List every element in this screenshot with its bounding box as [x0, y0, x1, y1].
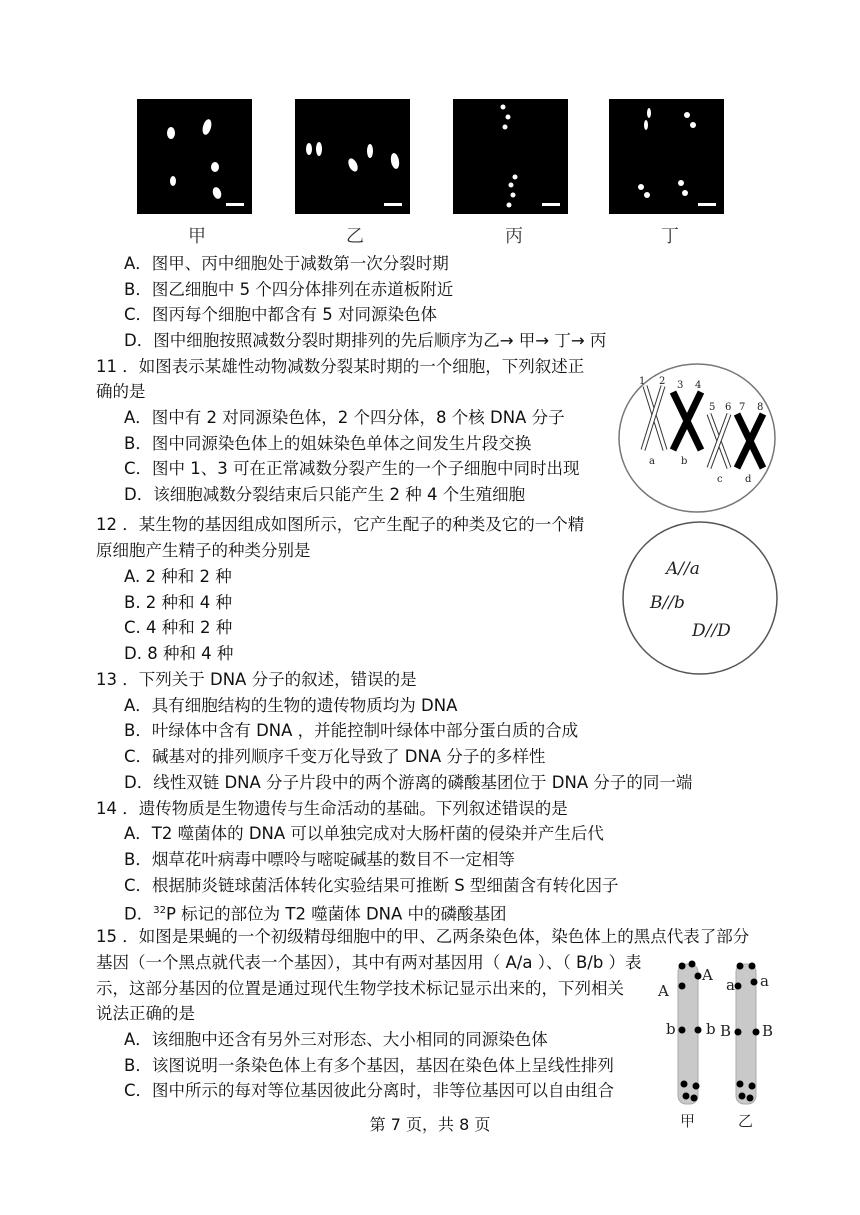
chromosome-letter: c [717, 474, 723, 485]
q12-option-a[interactable]: A. 2 种和 2 种 [124, 567, 232, 586]
panel-ding-image [609, 99, 724, 214]
chromosome-number: 2 [659, 376, 666, 387]
q11-option-a[interactable]: A．图中有 2 对同源染色体，2 个四分体，8 个核 DNA 分子 [124, 408, 565, 427]
chromosome-number: 1 [639, 376, 646, 387]
chromosome-dots [609, 99, 724, 214]
q10-option-c[interactable]: C．图丙每个细胞中都含有 5 对同源染色体 [124, 305, 438, 324]
chromosome-number: 7 [739, 402, 746, 413]
gene-label: A [702, 966, 713, 984]
chromosome-number: 6 [725, 402, 732, 413]
q15-stem-line2: 基因（一个黑点就代表一个基因），其中有两对基因用（ A/a ）、（ B/b ）表 [96, 953, 642, 972]
q15-stem-line4: 说法正确的是 [96, 1004, 195, 1023]
panel-label-yi: 乙 [346, 226, 364, 247]
chromosome-letter: a [649, 456, 655, 467]
page-number: 第 7 页，共 8 页 [369, 1115, 491, 1134]
chromosome-blobs [295, 99, 410, 214]
chromosome-letter: d [745, 474, 752, 485]
chromosome-dots [453, 99, 568, 214]
q14-option-b[interactable]: B．烟草花叶病毒中嘌呤与嘧啶碱基的数目不一定相等 [124, 850, 515, 869]
q14-option-d[interactable] [124, 899, 507, 927]
q15-option-c[interactable]: C．图中所示的每对等位基因彼此分离时，非等位基因可以自由组合 [124, 1081, 615, 1100]
gene-pair-bb: B//b [650, 593, 685, 613]
q11-option-b[interactable]: B．图中同源染色体上的姐妹染色单体之间发生片段交换 [124, 434, 532, 453]
gene-pair-dd: D//D [692, 621, 731, 641]
q11-option-c[interactable]: C．图中 1、3 可在正常减数分裂产生的一个子细胞中同时出现 [124, 459, 580, 478]
q14-option-c[interactable]: C．根据肺炎链球菌活体转化实验结果可推断 S 型细菌含有转化因子 [124, 876, 619, 895]
q13-option-c[interactable]: C．碱基对的排列顺序千变万化导致了 DNA 分子的多样性 [124, 747, 546, 766]
chromosome-number: 5 [709, 402, 716, 413]
isotope-superscript: 32 [153, 905, 166, 916]
q11-stem-line1: 11 ．如图表示某雄性动物减数分裂某时期的一个细胞，下列叙述正 [96, 357, 585, 376]
chromosome-letter: b [681, 456, 688, 467]
gene-label: a [726, 976, 735, 994]
q12-option-c[interactable]: C. 4 种和 2 种 [124, 618, 233, 637]
q10-option-b[interactable]: B．图乙细胞中 5 个四分体排列在赤道板附近 [124, 280, 454, 299]
gene-label: B [720, 1022, 732, 1040]
chromosome-caption-jia: 甲 [680, 1112, 696, 1130]
q12-stem-line1: 12 ．某生物的基因组成如图所示，它产生配子的种类及它的一个精 [96, 515, 585, 534]
q11-stem-line2: 确的是 [96, 382, 146, 401]
gene-label: a [760, 972, 769, 990]
chromosome-number: 4 [695, 380, 702, 391]
q13-option-b[interactable]: B．叶绿体中含有 DNA ，并能控制叶绿体中部分蛋白质的合成 [124, 721, 579, 740]
genotype-cell-diagram [620, 518, 780, 678]
q11-cell-figure [617, 362, 777, 514]
panel-label-bing: 丙 [505, 226, 523, 247]
q15-option-a[interactable]: A．该细胞中还含有另外三对形态、大小相同的同源染色体 [124, 1030, 548, 1049]
panel-jia-image [137, 99, 252, 214]
chromosome-number: 8 [757, 402, 764, 413]
q12-stem-line2: 原细胞产生精子的种类分别是 [96, 541, 311, 560]
q13-option-a[interactable]: A．具有细胞结构的生物的遗传物质均为 DNA [124, 696, 458, 715]
gene-label: A [658, 982, 669, 1000]
q15-chromosome-figure [652, 954, 782, 1132]
chromosome-blobs [137, 99, 252, 214]
q15-option-b[interactable]: B．该图说明一条染色体上有多个基因，基因在染色体上呈线性排列 [124, 1056, 614, 1075]
q14-option-d-text: P 标记的部位为 T2 噬菌体 DNA 中的磷酸基团 [165, 904, 507, 924]
panel-label-ding: 丁 [661, 226, 679, 247]
q10-option-a[interactable]: A．图甲、丙中细胞处于减数第一次分裂时期 [124, 254, 449, 273]
q13-stem: 13 ．下列关于 DNA 分子的叙述，错误的是 [96, 670, 417, 689]
gene-label: B [762, 1022, 774, 1040]
q14-option-d-prefix: D． [124, 904, 154, 924]
q12-option-b[interactable]: B. 2 种和 4 种 [124, 593, 233, 612]
q15-stem-line3: 示，这部分基因的位置是通过现代生物学技术标记显示出来的，下列相关 [96, 979, 624, 998]
panel-yi-image [295, 99, 410, 214]
fruitfly-chromosomes [652, 954, 782, 1132]
q11-option-d[interactable]: D．该细胞减数分裂结束后只能产生 2 种 4 个生殖细胞 [124, 485, 526, 504]
q10-option-d[interactable]: D．图中细胞按照减数分裂时期排列的先后顺序为乙→ 甲→ 丁→ 丙 [124, 331, 607, 350]
q12-genotype-figure [620, 518, 780, 678]
panel-bing-image [453, 99, 568, 214]
gene-pair-aa: A//a [666, 559, 700, 579]
tetrad-cell-diagram [617, 362, 777, 514]
q14-option-a[interactable]: A．T2 噬菌体的 DNA 可以单独完成对大肠杆菌的侵染并产生后代 [124, 824, 604, 843]
gene-label: b [706, 1020, 716, 1038]
q12-option-d[interactable]: D. 8 种和 4 种 [124, 644, 234, 663]
q15-stem-line1: 15 ．如图是果蝇的一个初级精母细胞中的甲、乙两条染色体，染色体上的黑点代表了部分 [96, 927, 750, 946]
panel-label-jia: 甲 [188, 226, 206, 247]
q14-stem: 14 ．遗传物质是生物遗传与生命活动的基础。下列叙述错误的是 [96, 799, 568, 818]
chromosome-number: 3 [677, 380, 684, 391]
chromosome-caption-yi: 乙 [738, 1112, 754, 1130]
q13-option-d[interactable]: D．线性双链 DNA 分子片段中的两个游离的磷酸基团位于 DNA 分子的同一端 [124, 773, 693, 792]
gene-label: b [666, 1020, 676, 1038]
